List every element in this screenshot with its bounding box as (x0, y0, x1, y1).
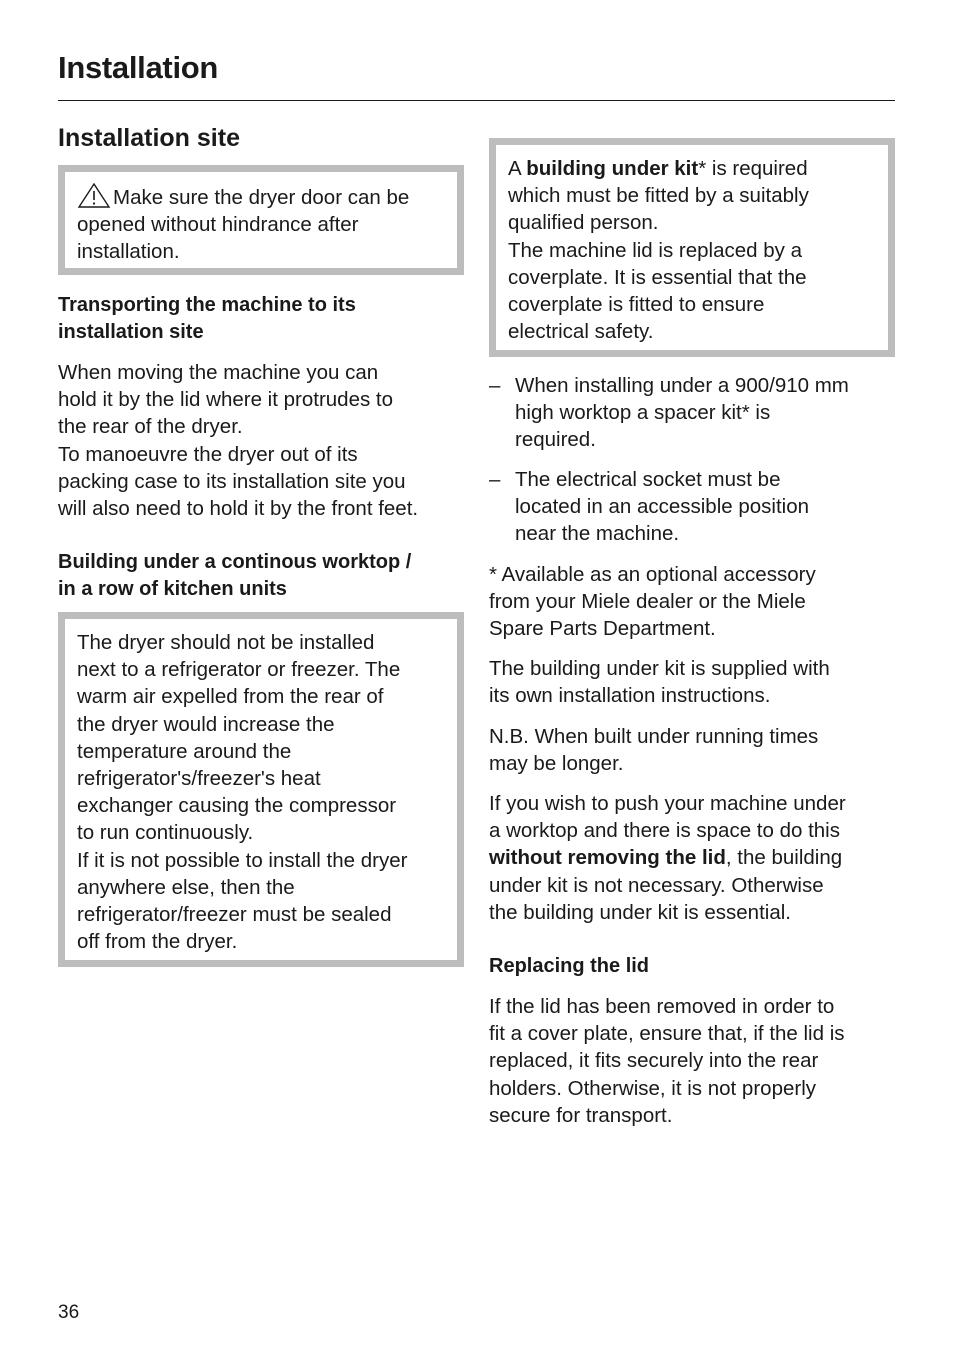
push-text-after: , the building under kit is not necessary. Otherwise the building under kit is essential. (489, 846, 843, 924)
transport-heading: Transporting the machine to its installation site (58, 294, 356, 344)
list-item-text: The electrical socket must be located in an accessible position near the machine. (515, 468, 810, 546)
building-kit-box (489, 138, 895, 357)
fridge-warning-text: The dryer should not be installed next to a refrigerator or freezer. The warm air expelled from the rear of the dryer would increase the temperature around the refrigerator's/freezer's heat exchanger causing the compressor to run continuously. If it is not possible to install the dryer anywhere else, then the refrigerator/freezer must be sealed off from the dryer. (77, 631, 408, 954)
page-number: 36 (58, 1302, 80, 1323)
warning-box (58, 165, 464, 275)
header-divider (58, 100, 895, 101)
accessory-note: * Available as an optional accessory from your Miele dealer or the Miele Spare Parts Department. (489, 563, 816, 641)
section-title: Installation site (58, 124, 240, 152)
push-text-bold: without removing the lid (489, 846, 726, 870)
dash-marker: – (489, 374, 501, 397)
push-text-before: If you wish to push your machine under a worktop and there is space to do this (489, 792, 846, 843)
fridge-warning-box (58, 612, 464, 967)
dash-marker: – (489, 468, 501, 491)
lid-heading: Replacing the lid (489, 955, 650, 977)
worktop-heading: Building under a continous worktop / in a row of kitchen units (58, 551, 412, 601)
list-item-text: When installing under a 900/910 mm high worktop a spacer kit* is required. (515, 374, 849, 452)
warning-message: Make sure the dryer door can be opened without hindrance after installation. (77, 186, 410, 264)
nb-text: N.B. When built under running times may be longer. (489, 725, 819, 776)
transport-paragraph: When moving the machine you can hold it by the lid where it protrudes to the rear of the dryer. To manoeuvre the dryer out of its packing case to its installation site you will also need to hold it by the front feet. (58, 361, 419, 521)
kit-supplied-text: The building under kit is supplied with its own installation instructions. (489, 657, 830, 708)
push-paragraph (489, 790, 846, 926)
kit-text-bold: building under kit (526, 157, 699, 180)
kit-text-rest: * is required which must be fitted by a suitably qualified person. The machine lid is replaced by a coverplate. It is essential that the coverplate is fitted to ensure electrical safety. (508, 157, 809, 344)
warning-triangle-icon (77, 182, 111, 208)
kit-text-prefix: A (508, 157, 527, 180)
building-kit-text (508, 155, 876, 345)
lid-paragraph: If the lid has been removed in order to fit a cover plate, ensure that, if the lid is replaced, it fits securely into the rear holders. Otherwise, it is not properly secure for transport. (489, 995, 845, 1127)
warning-text (77, 182, 445, 266)
page-title: Installation (58, 50, 219, 85)
